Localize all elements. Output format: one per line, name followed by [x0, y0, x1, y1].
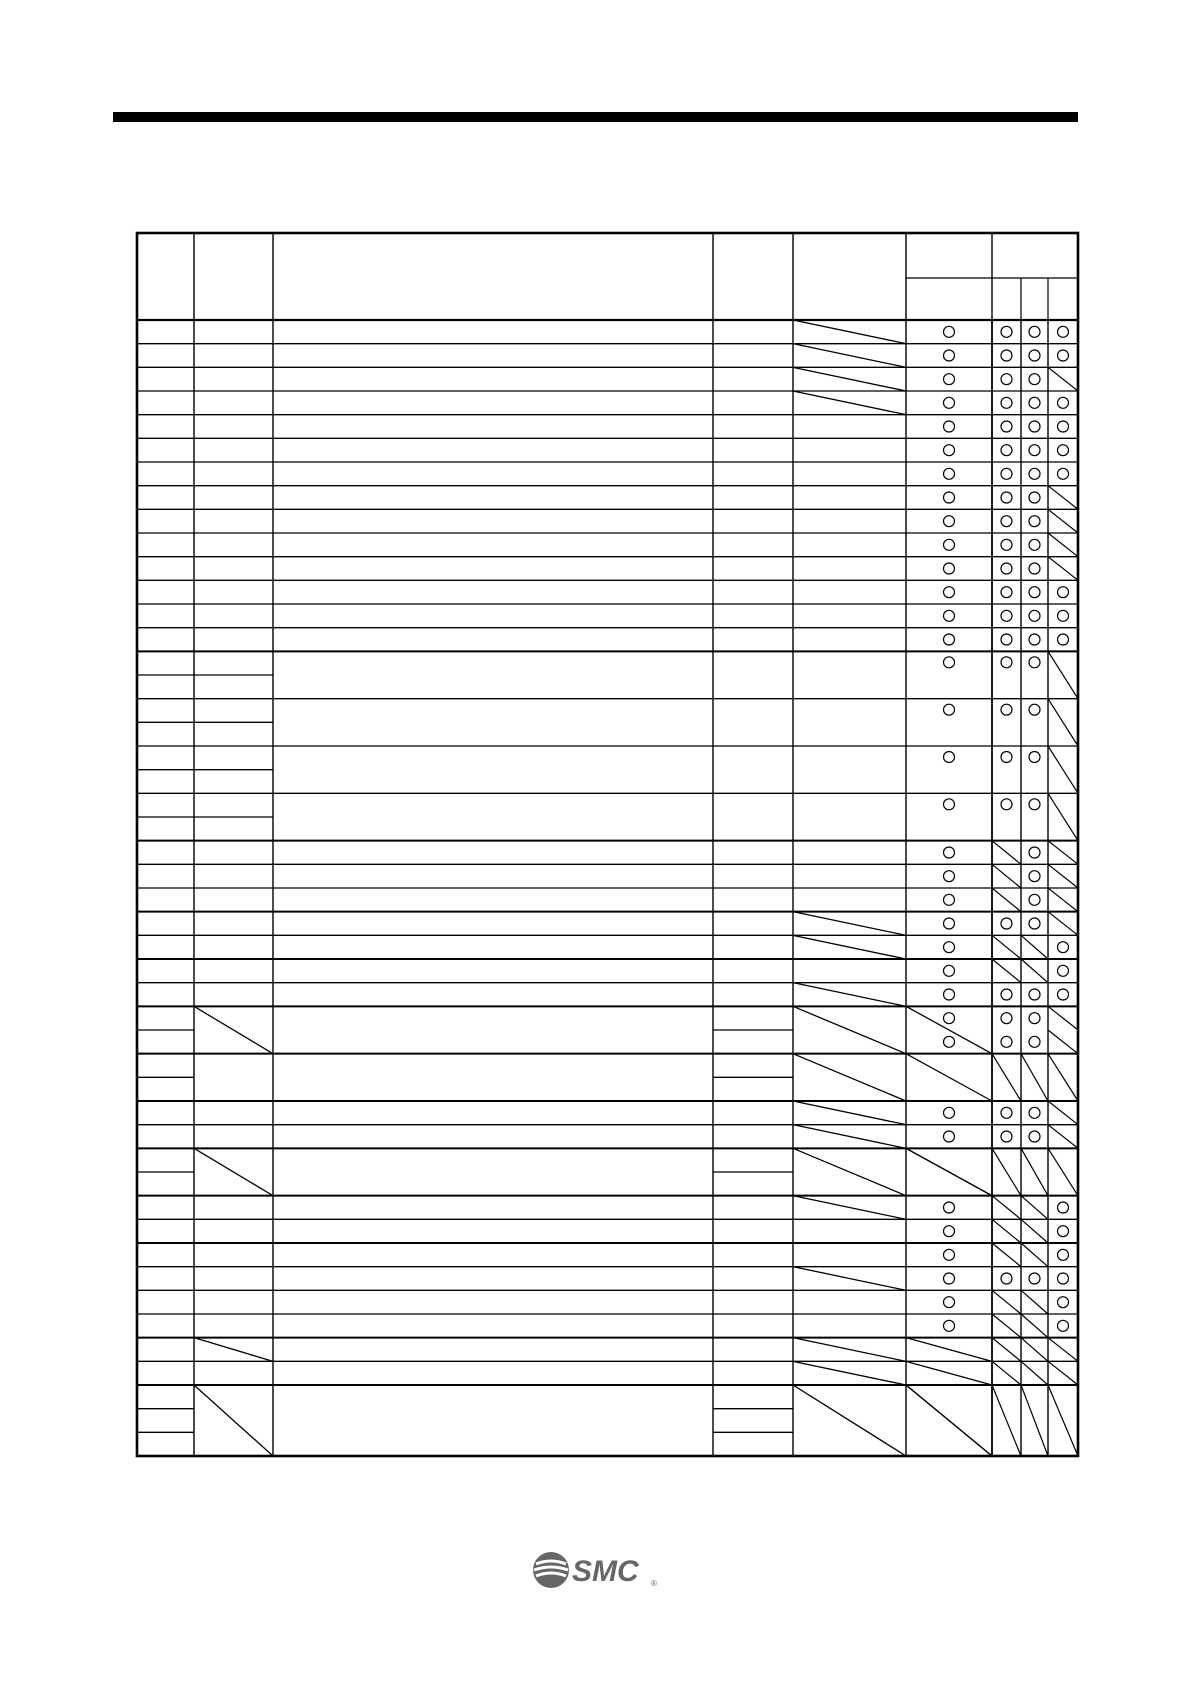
not-applicable-slash — [1048, 1361, 1078, 1385]
not-applicable-slash — [1021, 1243, 1048, 1267]
availability-circle-mark — [1058, 1320, 1069, 1331]
na-diagonal — [793, 1385, 906, 1456]
not-applicable-slash — [1021, 1385, 1048, 1456]
not-applicable-slash — [992, 1314, 1021, 1338]
na-diagonal — [793, 1125, 906, 1149]
availability-circle-mark — [1001, 704, 1012, 715]
availability-circle-mark — [1029, 516, 1040, 527]
not-applicable-slash — [992, 959, 1021, 983]
na-diagonal — [793, 1361, 906, 1385]
availability-circle-mark — [944, 587, 955, 598]
table-grid — [137, 233, 1078, 1456]
availability-circle-mark — [944, 610, 955, 621]
not-applicable-slash — [1048, 651, 1078, 698]
availability-circle-mark — [1029, 871, 1040, 882]
availability-circle-mark — [944, 704, 955, 715]
smc-logo — [532, 1550, 662, 1590]
availability-circle-mark — [944, 1013, 955, 1024]
not-applicable-slash — [1021, 1196, 1048, 1220]
availability-circle-mark — [1001, 350, 1012, 361]
not-applicable-slash — [1048, 699, 1078, 746]
availability-circle-mark — [944, 1036, 955, 1047]
availability-circle-mark — [1001, 1036, 1012, 1047]
table-border — [137, 233, 1078, 1456]
availability-circle-mark — [944, 350, 955, 361]
na-diagonal — [906, 1361, 992, 1385]
availability-circle-mark — [1029, 468, 1040, 479]
not-applicable-slash — [1048, 841, 1078, 865]
not-applicable-slash — [1048, 1338, 1078, 1362]
na-diagonal — [194, 1385, 273, 1456]
not-applicable-slash — [1048, 533, 1078, 557]
na-diagonal — [793, 1148, 906, 1195]
na-diagonal — [793, 344, 906, 368]
availability-circle-mark — [1029, 610, 1040, 621]
not-applicable-slash — [1021, 1219, 1048, 1243]
availability-circle-mark — [1001, 989, 1012, 1000]
availability-circle-mark — [944, 918, 955, 929]
availability-circle-mark — [1001, 492, 1012, 503]
not-applicable-slash — [1048, 1125, 1078, 1149]
availability-circle-mark — [1001, 752, 1012, 763]
availability-circle-mark — [1029, 894, 1040, 905]
not-applicable-slash — [1048, 746, 1078, 793]
not-applicable-slash — [992, 864, 1021, 888]
availability-circle-mark — [944, 989, 955, 1000]
na-diagonal — [793, 912, 906, 936]
availability-circle-mark — [1001, 1273, 1012, 1284]
not-applicable-slash — [1021, 1314, 1048, 1338]
availability-circle-mark — [1029, 1013, 1040, 1024]
not-applicable-slash — [1048, 1148, 1078, 1195]
na-diagonal — [793, 1054, 906, 1101]
na-diagonal — [194, 1006, 273, 1053]
availability-circle-mark — [944, 445, 955, 456]
availability-circle-mark — [1058, 326, 1069, 337]
availability-circle-mark — [944, 1297, 955, 1308]
availability-circle-mark — [1001, 799, 1012, 810]
availability-circle-mark — [1001, 421, 1012, 432]
not-applicable-slash — [992, 1361, 1021, 1385]
not-applicable-slash — [1021, 1338, 1048, 1362]
availability-circle-mark — [1001, 516, 1012, 527]
availability-circle-mark — [1058, 445, 1069, 456]
availability-circle-mark — [944, 397, 955, 408]
not-applicable-slash — [1048, 912, 1078, 936]
availability-circle-mark — [1029, 563, 1040, 574]
not-applicable-slash — [1048, 1101, 1078, 1125]
availability-circle-mark — [1001, 397, 1012, 408]
not-applicable-slash — [1048, 509, 1078, 533]
not-applicable-slash — [992, 888, 1021, 912]
availability-circle-mark — [944, 894, 955, 905]
na-diagonal — [194, 1338, 273, 1362]
availability-circle-mark — [944, 871, 955, 882]
not-applicable-slash — [992, 1385, 1021, 1456]
availability-circle-mark — [944, 1273, 955, 1284]
availability-circle-mark — [1058, 1226, 1069, 1237]
not-applicable-slash — [992, 1243, 1021, 1267]
availability-circle-mark — [1029, 421, 1040, 432]
availability-circle-mark — [944, 492, 955, 503]
not-applicable-slash — [992, 1196, 1021, 1220]
availability-circle-mark — [1058, 1297, 1069, 1308]
availability-circle-mark — [944, 942, 955, 953]
availability-circle-mark — [1029, 1131, 1040, 1142]
availability-circle-mark — [1058, 634, 1069, 645]
not-applicable-slash — [1048, 557, 1078, 581]
not-applicable-slash — [1048, 864, 1078, 888]
not-applicable-slash — [1048, 1385, 1078, 1456]
smc-logo-registered: ® — [651, 1579, 657, 1588]
na-diagonal — [793, 391, 906, 415]
availability-circle-mark — [1029, 1107, 1040, 1118]
availability-circle-mark — [944, 1107, 955, 1118]
availability-circle-mark — [1029, 445, 1040, 456]
not-applicable-slash — [1021, 959, 1048, 983]
availability-circle-mark — [944, 1249, 955, 1260]
availability-circle-mark — [1058, 1202, 1069, 1213]
availability-circle-mark — [1001, 445, 1012, 456]
not-applicable-slash — [1048, 1054, 1078, 1101]
not-applicable-slash — [992, 935, 1021, 959]
availability-circle-mark — [1029, 1273, 1040, 1284]
availability-circle-mark — [1029, 657, 1040, 668]
availability-circle-mark — [944, 965, 955, 976]
availability-circle-mark — [944, 1202, 955, 1213]
availability-circle-mark — [1058, 1273, 1069, 1284]
availability-circle-mark — [1058, 942, 1069, 953]
availability-circle-mark — [1058, 610, 1069, 621]
availability-circle-mark — [1029, 1036, 1040, 1047]
not-applicable-slash — [1048, 486, 1078, 510]
not-applicable-slash — [906, 1385, 992, 1456]
not-applicable-slash — [992, 1054, 1021, 1101]
na-diagonal — [793, 983, 906, 1007]
availability-circle-mark — [1058, 1249, 1069, 1260]
availability-circle-mark — [1029, 374, 1040, 385]
availability-circle-mark — [1029, 326, 1040, 337]
na-diagonal — [793, 320, 906, 344]
not-applicable-slash — [992, 1148, 1021, 1195]
not-applicable-slash — [992, 841, 1021, 865]
availability-circle-mark — [944, 1226, 955, 1237]
availability-circle-mark — [1001, 587, 1012, 598]
not-applicable-slash — [1048, 888, 1078, 912]
not-applicable-slash — [1048, 367, 1078, 391]
availability-circle-mark — [944, 657, 955, 668]
na-diagonal — [194, 1148, 273, 1195]
availability-circle-mark — [1001, 468, 1012, 479]
availability-circle-mark — [1001, 563, 1012, 574]
availability-circle-mark — [944, 539, 955, 550]
availability-circle-mark — [1001, 657, 1012, 668]
availability-circle-mark — [1029, 634, 1040, 645]
not-applicable-slash — [992, 1338, 1021, 1362]
availability-circle-mark — [1001, 918, 1012, 929]
availability-circle-mark — [1058, 468, 1069, 479]
availability-circle-mark — [1001, 1131, 1012, 1142]
availability-circle-mark — [1001, 610, 1012, 621]
na-diagonal — [793, 935, 906, 959]
not-applicable-slash — [1021, 1054, 1048, 1101]
availability-circle-mark — [1058, 587, 1069, 598]
availability-circle-mark — [1029, 989, 1040, 1000]
not-applicable-slash — [1048, 793, 1078, 840]
availability-circle-mark — [944, 1131, 955, 1142]
availability-circle-mark — [1029, 492, 1040, 503]
not-applicable-slash — [906, 1054, 992, 1101]
availability-circle-mark — [944, 563, 955, 574]
na-diagonal — [793, 1267, 906, 1291]
availability-circle-mark — [944, 847, 955, 858]
not-applicable-slash — [1021, 935, 1048, 959]
availability-circle-mark — [944, 326, 955, 337]
na-diagonal — [793, 1006, 906, 1053]
availability-circle-mark — [944, 421, 955, 432]
availability-circle-mark — [1058, 989, 1069, 1000]
availability-circle-mark — [1029, 847, 1040, 858]
na-diagonal — [793, 367, 906, 391]
smc-logo-text: SMC — [572, 1555, 639, 1588]
not-applicable-slash — [1048, 1006, 1078, 1030]
availability-circle-mark — [944, 634, 955, 645]
availability-circle-mark — [1029, 587, 1040, 598]
availability-circle-mark — [1001, 1107, 1012, 1118]
not-applicable-slash — [1021, 1290, 1048, 1314]
availability-circle-mark — [1001, 1013, 1012, 1024]
availability-circle-mark — [1058, 350, 1069, 361]
availability-circle-mark — [1029, 350, 1040, 361]
availability-circle-mark — [944, 516, 955, 527]
availability-circle-mark — [1029, 799, 1040, 810]
not-applicable-slash — [1021, 1361, 1048, 1385]
availability-circle-mark — [944, 374, 955, 385]
availability-circle-mark — [944, 752, 955, 763]
not-applicable-slash — [992, 1290, 1021, 1314]
availability-circle-mark — [944, 468, 955, 479]
availability-circle-mark — [1001, 634, 1012, 645]
availability-circle-mark — [1029, 397, 1040, 408]
na-diagonal — [793, 1338, 906, 1362]
availability-circle-mark — [1001, 326, 1012, 337]
na-diagonal — [793, 1196, 906, 1220]
not-applicable-slash — [992, 1219, 1021, 1243]
na-diagonal — [906, 1006, 992, 1053]
availability-circle-mark — [1058, 397, 1069, 408]
availability-circle-mark — [1029, 752, 1040, 763]
availability-circle-mark — [1029, 539, 1040, 550]
not-applicable-slash — [906, 1148, 992, 1195]
na-diagonal — [906, 1338, 992, 1362]
availability-circle-mark — [944, 1320, 955, 1331]
availability-circle-mark — [1058, 965, 1069, 976]
not-applicable-slash — [1048, 1030, 1078, 1054]
not-applicable-slash — [1021, 1148, 1048, 1195]
na-diagonal — [793, 1101, 906, 1125]
availability-circle-mark — [1001, 374, 1012, 385]
availability-circle-mark — [944, 799, 955, 810]
availability-circle-mark — [1058, 421, 1069, 432]
availability-circle-mark — [1029, 918, 1040, 929]
availability-circle-mark — [1001, 539, 1012, 550]
availability-circle-mark — [1029, 704, 1040, 715]
